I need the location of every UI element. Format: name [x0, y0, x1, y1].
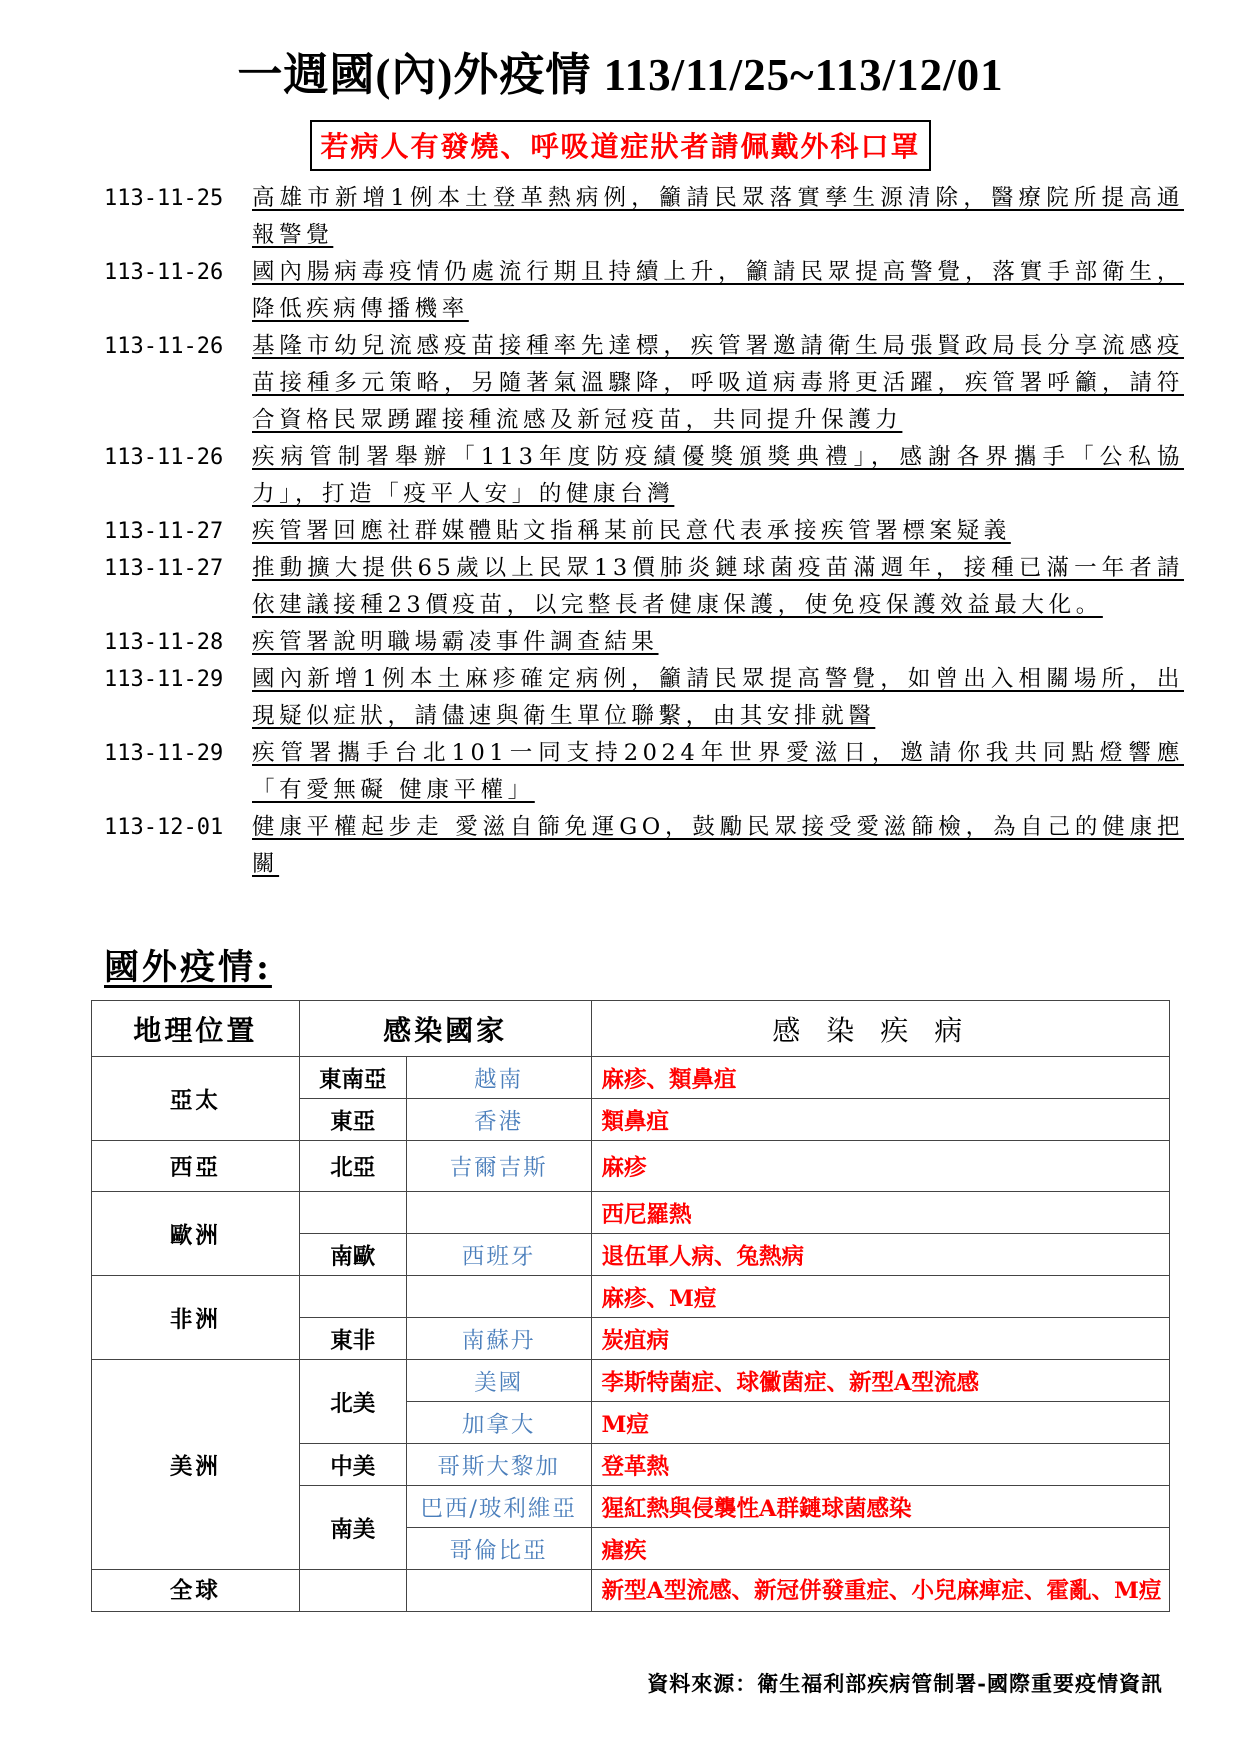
disease-cell: 瘧疾: [591, 1528, 1169, 1570]
empty-cell: [299, 1570, 406, 1612]
table-header-row: [92, 1001, 1170, 1057]
table-row: [92, 1360, 1170, 1402]
news-item: [104, 661, 1184, 735]
header-disease: 感染疾病: [591, 1001, 1169, 1057]
subregion-cell: 東亞: [299, 1099, 406, 1141]
region-cell: 全球: [92, 1570, 300, 1612]
disease-cell: 退伍軍人病、兔熱病: [591, 1234, 1169, 1276]
disease-cell: 炭疽病: [591, 1318, 1169, 1360]
header-country: 感染國家: [299, 1001, 591, 1057]
country-cell: 西班牙: [406, 1234, 591, 1276]
news-date: 113-11-28: [104, 630, 224, 655]
news-item: [104, 624, 1184, 661]
page-title: 一週國(內)外疫情 113/11/25~113/12/01: [237, 50, 1004, 100]
news-date: 113-11-27: [104, 556, 224, 581]
disease-cell: 西尼羅熱: [591, 1192, 1169, 1234]
subregion-cell: 東非: [299, 1318, 406, 1360]
subregion-cell: 南美: [299, 1486, 406, 1570]
subregion-cell: 北亞: [299, 1141, 406, 1192]
news-item: [104, 513, 1184, 550]
disease-cell: 麻疹: [591, 1141, 1169, 1192]
country-cell: 越南: [406, 1057, 591, 1099]
region-cell: 美洲: [92, 1360, 300, 1570]
news-item: [104, 439, 1184, 513]
empty-cell: [406, 1276, 591, 1318]
country-cell: 美國: [406, 1360, 591, 1402]
disease-cell: 麻疹、M痘: [591, 1276, 1169, 1318]
news-date: 113-11-26: [104, 334, 224, 359]
header-location: 地理位置: [92, 1001, 300, 1057]
news-text: 國內新增1例本土麻疹確定病例，籲請民眾提高警覺，如曾出入相關場所，出現疑似症狀，請儘速與衛生單位聯繫，由其安排就醫: [252, 666, 1184, 729]
news-text: 推動擴大提供65歲以上民眾13價肺炎鏈球菌疫苗滿週年，接種已滿一年者請依建議接種23價疫苗，以完整長者健康保護，使免疫保護效益最大化。: [252, 555, 1184, 618]
subregion-cell: 北美: [299, 1360, 406, 1444]
region-cell: 歐洲: [92, 1192, 300, 1276]
news-text: 基隆市幼兒流感疫苗接種率先達標，疾管署邀請衛生局張賢政局長分享流感疫苗接種多元策略，另隨著氣溫驟降，呼吸道病毒將更活躍，疾管署呼籲，請符合資格民眾踴躍接種流感及新冠疫苗，共同提升保護力: [252, 333, 1184, 433]
empty-cell: [299, 1276, 406, 1318]
news-date: 113-12-01: [104, 815, 224, 840]
news-item: [104, 328, 1184, 439]
disease-cell: 麻疹、類鼻疽: [591, 1057, 1169, 1099]
region-cell: 亞太: [92, 1057, 300, 1141]
news-text: 疾管署說明職場霸凌事件調查結果: [252, 629, 659, 655]
news-item: [104, 809, 1184, 883]
empty-cell: [406, 1570, 591, 1612]
news-date: 113-11-25: [104, 186, 224, 211]
news-date: 113-11-29: [104, 741, 224, 766]
subregion-cell: 南歐: [299, 1234, 406, 1276]
news-item: [104, 735, 1184, 809]
table-row: [92, 1057, 1170, 1099]
region-cell: 西亞: [92, 1141, 300, 1192]
international-epidemic-table: [91, 1000, 1170, 1612]
country-cell: 哥斯大黎加: [406, 1444, 591, 1486]
news-text: 疾管署攜手台北101一同支持2024年世界愛滋日，邀請你我共同點燈響應「有愛無礙 健康平權」: [252, 740, 1184, 803]
country-cell: 南蘇丹: [406, 1318, 591, 1360]
news-date: 113-11-26: [104, 445, 224, 470]
news-date: 113-11-26: [104, 260, 224, 285]
country-cell: 巴西/玻利維亞: [406, 1486, 591, 1528]
news-text: 國內腸病毒疫情仍處流行期且持續上升，籲請民眾提高警覺，落實手部衛生，降低疾病傳播機率: [252, 259, 1184, 322]
empty-cell: [406, 1192, 591, 1234]
region-cell: 非洲: [92, 1276, 300, 1360]
news-item: [104, 550, 1184, 624]
alert-banner: [0, 120, 1241, 171]
news-date: 113-11-27: [104, 519, 224, 544]
disease-cell: M痘: [591, 1402, 1169, 1444]
news-text: 疾管署回應社群媒體貼文指稱某前民意代表承接疾管署標案疑義: [252, 518, 1011, 544]
country-cell: 加拿大: [406, 1402, 591, 1444]
table-row: [92, 1276, 1170, 1318]
country-cell: 哥倫比亞: [406, 1528, 591, 1570]
news-date: 113-11-29: [104, 667, 224, 692]
disease-cell: 猩紅熱與侵襲性A群鏈球菌感染: [591, 1486, 1169, 1528]
news-item: [104, 180, 1184, 254]
news-text: 疾病管制署舉辦「113年度防疫績優獎頒獎典禮」，感謝各界攜手「公私協力」，打造「疫平人安」的健康台灣: [252, 444, 1184, 507]
international-heading: 國外疫情:: [104, 947, 272, 988]
table-row: [92, 1141, 1170, 1192]
data-source-note: 資料來源：衛生福利部疾病管制署-國際重要疫情資訊: [647, 1671, 1163, 1696]
mask-alert-text: 若病人有發燒、呼吸道症狀者請佩戴外科口罩: [310, 120, 930, 171]
disease-cell: 類鼻疽: [591, 1099, 1169, 1141]
news-item: [104, 254, 1184, 328]
disease-cell: 新型A型流感、新冠併發重症、小兒麻痺症、霍亂、M痘: [591, 1570, 1169, 1612]
subregion-cell: 中美: [299, 1444, 406, 1486]
news-text: 高雄市新增1例本土登革熱病例，籲請民眾落實孳生源清除，醫療院所提高通報警覺: [252, 185, 1184, 248]
disease-cell: 李斯特菌症、球黴菌症、新型A型流感: [591, 1360, 1169, 1402]
disease-cell: 登革熱: [591, 1444, 1169, 1486]
news-text: 健康平權起步走 愛滋自篩免運GO，鼓勵民眾接受愛滋篩檢，為自己的健康把關: [252, 814, 1184, 877]
domestic-news-list: [104, 180, 1184, 883]
empty-cell: [299, 1192, 406, 1234]
country-cell: 香港: [406, 1099, 591, 1141]
country-cell: 吉爾吉斯: [406, 1141, 591, 1192]
subregion-cell: 東南亞: [299, 1057, 406, 1099]
table-row: [92, 1192, 1170, 1234]
table-row: [92, 1570, 1170, 1612]
